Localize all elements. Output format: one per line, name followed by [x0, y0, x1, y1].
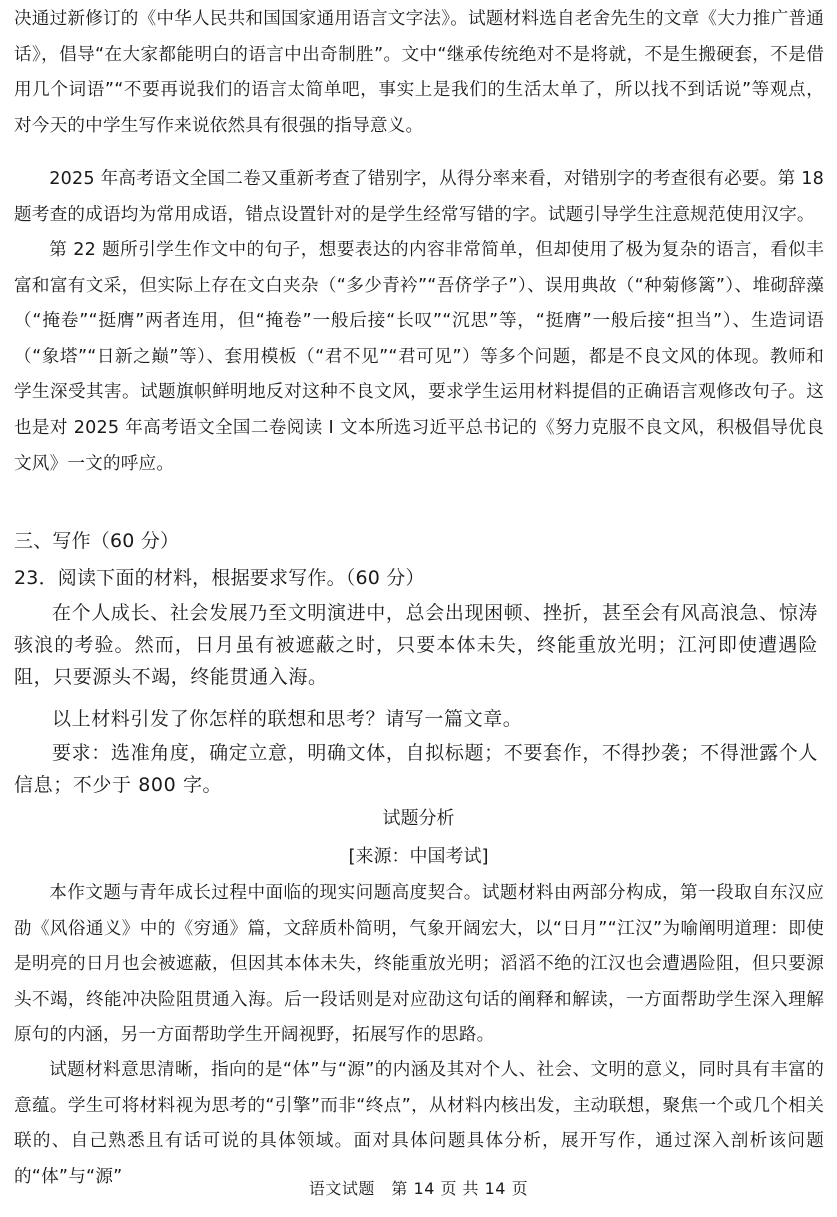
analysis-paragraph-1: 本作文题与青年成长过程中面临的现实问题高度契合。试题材料由两部分构成，第一段取自东汉应劭《风俗通义》中的《穷通》篇，文辞质朴简明，气象开阔宏大，以“日月”“江汉”为喻阐明道理：即使是明亮的日月也会被遮蔽，但因其本体未失，终能重放光明；滔滔不绝的江汉也会遭遇险阻，但只要源头不竭，终能冲决险阻贯通入海。后一段话则是对应劭这句话的阐释和解读，一方面帮助学生深入理解原句的内涵，另一方面帮助学生开阔视野，拓展写作的思路。	[14, 883, 824, 1046]
analysis-title: 试题分析	[382, 808, 455, 829]
material-paragraph-2: 以上材料引发了你怎样的联想和思考？请写一篇文章。	[52, 708, 523, 730]
material-paragraph-1: 在个人成长、社会发展乃至文明演进中，总会出现困顿、挫折，甚至会有风高浪急、惊涛骇浪的考验。然而，日月虽有被遮蔽之时，只要本体未失，终能重放光明；江河即使遭遇险阻，只要源头不竭，终能贯通入海。	[14, 602, 818, 688]
paragraph-typo-question: 2025 年高考语文全国二卷又重新考查了错别字，从得分率来看，对错别字的考查很有必要。第 18 题考查的成语均为常用成语，错点设置针对的是学生经常写错的字。试题引导学生注意规范使用汉字。	[14, 169, 824, 225]
writing-requirement: 要求：选准角度，确定立意，明确文体，自拟标题；不要套作，不得抄袭；不得泄露个人信息；不少于 800 字。	[14, 742, 818, 796]
paragraph-language-law: 决通过新修订的《中华人民共和国国家通用语言文字法》。试题材料选自老舍先生的文章《大力推广普通话》，倡导“在大家都能明白的语言中出奇制胜”。文中“继承传统绝对不是将就，不是生搬硬套，不是借用几个词语”“不要再说我们的语言太简单吧，事实上是我们的生活太单了，所以找不到话说”等观点，对今天的中学生写作来说依然具有很强的指导意义。	[14, 9, 824, 136]
question-23-title: 23．阅读下面的材料，根据要求写作。（60 分）	[14, 567, 425, 589]
section-title-writing: 三、写作（60 分）	[14, 530, 180, 552]
source-label: [来源：中国考试]	[348, 846, 489, 867]
paragraph-question-22: 第 22 题所引学生作文中的句子，想要表达的内容非常简单，但却使用了极为复杂的语言，看似丰富和富有文采，但实际上存在文白夹杂（“多少青衿”“吾侪学子”）、误用典故（“种菊修篱”）、堆砌辞藻（“掩卷”“挺膺”两者连用，但“掩卷”一般后接“长叹”“沉思”等，“挺膺”一般后接“担当”）、生造词语（“象塔”“日新之巅”等）、套用模板（“君不见”“君可见”）等多个问题，都是不良文风的体现。教师和学生深受其害。试题旗帜鲜明地反对这种不良文风，要求学生运用材料提倡的正确语言观修改句子。这也是对 2025 年高考语文全国二卷阅读 I 文本所选习近平总书记的《努力克服不良文风，积极倡导优良文风》一文的呼应。	[14, 240, 824, 474]
page-footer: 语文试题 第 14 页 共 14 页	[308, 1179, 529, 1198]
analysis-paragraph-2: 试题材料意思清晰，指向的是“体”与“源”的内涵及其对个人、社会、文明的意义，同时具有丰富的意蕴。学生可将材料视为思考的“引擎”而非“终点”，从材料内核出发，主动联想，聚焦一个或几个相关联的、自己熟悉且有话可说的具体领域。面对具体问题具体分析，展开写作，通过深入剖析该问题的“体”与“源”	[14, 1060, 824, 1187]
